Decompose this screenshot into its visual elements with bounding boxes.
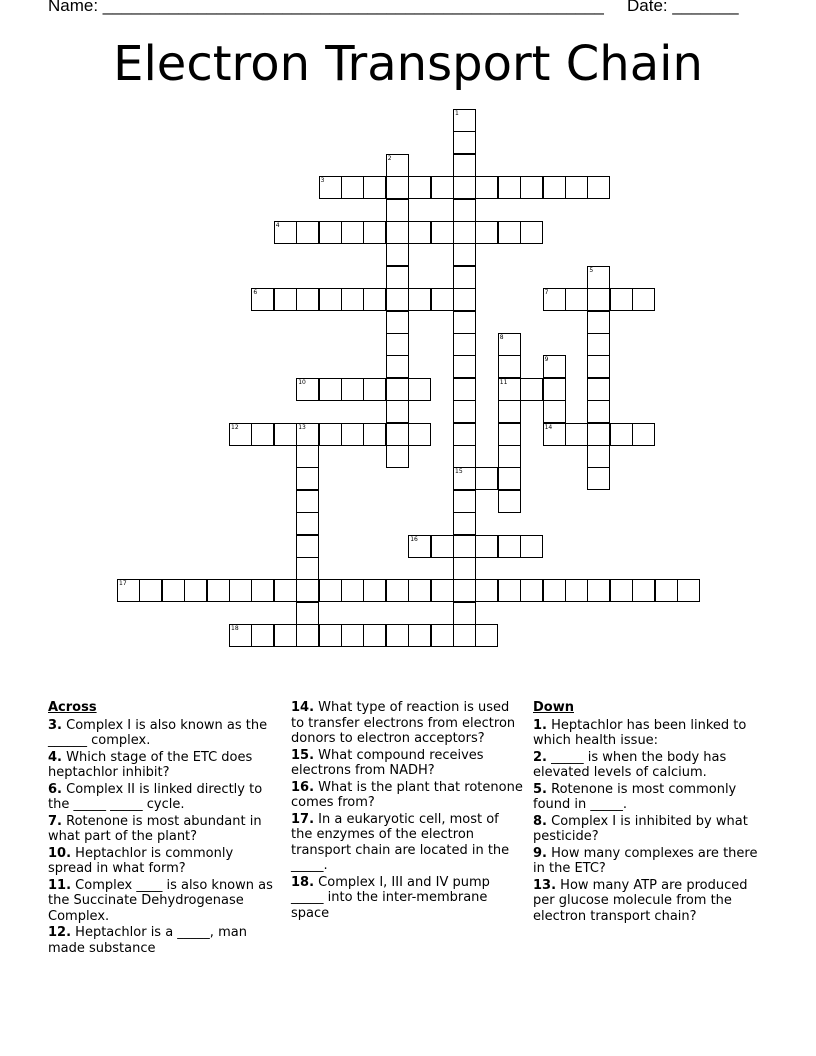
grid-cell[interactable] — [498, 467, 521, 490]
grid-cell[interactable] — [296, 624, 319, 647]
clue-number: 13. — [533, 877, 557, 893]
grid-cell[interactable] — [587, 467, 610, 490]
clue-number: 14. — [291, 700, 315, 715]
cell-number: 4 — [275, 222, 280, 229]
grid-cell[interactable] — [386, 199, 409, 222]
grid-cell[interactable] — [341, 176, 364, 199]
grid-cell[interactable] — [453, 579, 476, 602]
grid-cell[interactable] — [475, 624, 498, 647]
grid-cell[interactable] — [431, 624, 454, 647]
grid-cell[interactable] — [296, 423, 319, 446]
grid-cell[interactable] — [386, 221, 409, 244]
grid-cell[interactable] — [475, 535, 498, 558]
grid-cell[interactable] — [363, 378, 386, 401]
down-clues-column — [533, 700, 765, 925]
clue-item — [48, 925, 274, 956]
grid-cell[interactable] — [498, 378, 521, 401]
grid-cell[interactable] — [543, 579, 566, 602]
grid-cell[interactable] — [632, 579, 655, 602]
grid-cell[interactable] — [453, 355, 476, 378]
grid-cell[interactable] — [319, 288, 342, 311]
grid-cell[interactable] — [453, 131, 476, 154]
clue-item — [48, 846, 274, 877]
grid-cell[interactable] — [498, 579, 521, 602]
cell-number: 10 — [298, 378, 306, 386]
grid-cell[interactable] — [296, 557, 319, 580]
grid-cell[interactable] — [207, 579, 230, 602]
grid-cell[interactable] — [453, 311, 476, 334]
across-clues-column-2 — [291, 700, 523, 922]
clue-text: Rotenone is most abundant in what part of the plant? — [48, 813, 262, 844]
grid-cell[interactable] — [475, 579, 498, 602]
grid-cell[interactable] — [296, 490, 319, 513]
clue-text: Complex I, III and IV pump _____ into the inter-membrane space — [291, 874, 490, 921]
grid-cell[interactable] — [453, 221, 476, 244]
grid-cell[interactable] — [610, 423, 633, 446]
grid-cell[interactable] — [363, 579, 386, 602]
grid-cell[interactable] — [408, 579, 431, 602]
grid-cell[interactable] — [453, 266, 476, 289]
grid-cell[interactable] — [296, 378, 319, 401]
clue-text: Complex II is linked directly to the _____ _____ cycle. — [48, 781, 263, 812]
grid-cell[interactable] — [341, 624, 364, 647]
grid-cell[interactable] — [453, 423, 476, 446]
clue-number: 4. — [48, 749, 62, 765]
grid-cell[interactable] — [498, 355, 521, 378]
grid-cell[interactable] — [543, 288, 566, 311]
grid-cell[interactable] — [386, 333, 409, 356]
grid-cell[interactable] — [251, 624, 274, 647]
grid-cell[interactable] — [296, 579, 319, 602]
cell-number: 8 — [499, 334, 504, 341]
grid-cell[interactable] — [386, 154, 409, 177]
clue-text: Which stage of the ETC does heptachlor inhibit? — [48, 749, 253, 780]
clue-item — [533, 878, 765, 925]
grid-cell[interactable] — [587, 378, 610, 401]
clue-item — [533, 814, 765, 845]
grid-cell[interactable] — [386, 311, 409, 334]
cell-number: 3 — [320, 177, 325, 185]
grid-cell[interactable] — [408, 378, 431, 401]
cell-number: 11 — [499, 378, 508, 386]
cell-number: 2 — [387, 154, 392, 162]
grid-cell[interactable] — [543, 423, 566, 446]
clue-number: 1. — [533, 717, 547, 733]
grid-cell[interactable] — [520, 535, 543, 558]
cell-number: 16 — [410, 535, 418, 543]
grid-cell[interactable] — [587, 579, 610, 602]
grid-cell[interactable] — [431, 579, 454, 602]
grid-cell[interactable] — [565, 288, 588, 311]
grid-cell[interactable] — [475, 176, 498, 199]
grid-cell[interactable] — [386, 243, 409, 266]
clue-text: How many ATP are produced per glucose molecule from the electron transport chain? — [533, 877, 748, 924]
grid-cell[interactable] — [565, 176, 588, 199]
across-clues-column-1 — [48, 700, 274, 957]
grid-cell[interactable] — [341, 221, 364, 244]
grid-cell[interactable] — [565, 423, 588, 446]
grid-cell[interactable] — [565, 579, 588, 602]
clue-item — [291, 812, 523, 874]
grid-cell[interactable] — [498, 535, 521, 558]
grid-cell[interactable] — [475, 221, 498, 244]
grid-cell[interactable] — [341, 378, 364, 401]
grid-cell[interactable] — [453, 490, 476, 513]
grid-cell[interactable] — [543, 400, 566, 423]
clue-text: What type of reaction is used to transfer electrons from electron donors to electron acceptors? — [291, 700, 516, 746]
grid-cell[interactable] — [386, 355, 409, 378]
grid-cell[interactable] — [274, 624, 297, 647]
grid-cell[interactable] — [319, 378, 342, 401]
grid-cell[interactable] — [453, 154, 476, 177]
grid-cell[interactable] — [319, 221, 342, 244]
clue-text: Heptachlor is commonly spread in what form? — [48, 845, 234, 876]
grid-cell[interactable] — [296, 221, 319, 244]
clue-text: What is the plant that rotenone comes from? — [291, 779, 523, 810]
cell-number: 1 — [455, 110, 459, 117]
grid-cell[interactable] — [543, 355, 566, 378]
grid-cell[interactable] — [386, 288, 409, 311]
cell-number: 13 — [298, 423, 306, 431]
grid-cell[interactable] — [498, 490, 521, 513]
grid-cell[interactable] — [319, 579, 342, 602]
grid-cell[interactable] — [453, 199, 476, 222]
grid-cell[interactable] — [587, 355, 610, 378]
grid-cell[interactable] — [475, 467, 498, 490]
grid-cell[interactable] — [386, 400, 409, 423]
clue-item — [291, 700, 523, 747]
clue-text: In a eukaryotic cell, most of the enzymes of the electron transport chain are located in the _____. — [291, 811, 510, 873]
grid-cell[interactable] — [498, 445, 521, 468]
clue-number: 12. — [48, 925, 72, 940]
grid-cell[interactable] — [363, 221, 386, 244]
grid-cell[interactable] — [319, 624, 342, 647]
grid-cell[interactable] — [543, 378, 566, 401]
grid-cell[interactable] — [296, 512, 319, 535]
grid-cell[interactable] — [498, 221, 521, 244]
clue-number: 8. — [533, 813, 547, 829]
grid-cell[interactable] — [251, 423, 274, 446]
grid-cell[interactable] — [274, 579, 297, 602]
clue-number: 11. — [48, 877, 72, 893]
grid-cell[interactable] — [229, 579, 252, 602]
grid-cell[interactable] — [386, 445, 409, 468]
grid-cell[interactable] — [319, 423, 342, 446]
grid-cell[interactable] — [520, 378, 543, 401]
clue-number: 9. — [533, 845, 547, 861]
grid-cell[interactable] — [453, 176, 476, 199]
clue-item — [533, 782, 765, 813]
grid-cell[interactable] — [453, 624, 476, 647]
grid-cell[interactable] — [363, 176, 386, 199]
grid-cell[interactable] — [296, 467, 319, 490]
grid-cell[interactable] — [632, 423, 655, 446]
grid-cell[interactable] — [184, 579, 207, 602]
cell-number: 9 — [544, 356, 549, 364]
grid-cell[interactable] — [229, 624, 252, 647]
grid-cell[interactable] — [408, 624, 431, 647]
grid-cell[interactable] — [386, 176, 409, 199]
clue-item — [48, 750, 274, 781]
grid-cell[interactable] — [587, 423, 610, 446]
grid-cell[interactable] — [587, 176, 610, 199]
grid-cell[interactable] — [587, 311, 610, 334]
clue-text: Complex ____ is also known as the Succinate Dehydrogenase Complex. — [48, 877, 273, 924]
grid-cell[interactable] — [408, 176, 431, 199]
grid-cell[interactable] — [453, 535, 476, 558]
cell-number: 12 — [231, 423, 239, 431]
grid-cell[interactable] — [610, 288, 633, 311]
grid-cell[interactable] — [117, 579, 140, 602]
cell-number: 6 — [253, 289, 258, 297]
clue-text: Complex I is also known as the ______ complex. — [48, 717, 268, 748]
clue-item — [48, 878, 274, 925]
grid-cell[interactable] — [386, 266, 409, 289]
across-heading: Across — [48, 700, 97, 715]
clue-item — [533, 718, 765, 749]
grid-cell[interactable] — [453, 467, 476, 490]
grid-cell[interactable] — [677, 579, 700, 602]
grid-cell[interactable] — [520, 579, 543, 602]
grid-cell[interactable] — [453, 557, 476, 580]
grid-cell[interactable] — [587, 400, 610, 423]
grid-cell[interactable] — [363, 624, 386, 647]
clue-text: Heptachlor is a _____, man made substance — [48, 925, 247, 956]
grid-cell[interactable] — [453, 512, 476, 535]
grid-cell[interactable] — [319, 176, 342, 199]
grid-cell[interactable] — [587, 288, 610, 311]
grid-cell[interactable] — [498, 423, 521, 446]
grid-cell[interactable] — [296, 445, 319, 468]
clue-item — [291, 875, 523, 922]
grid-cell[interactable] — [431, 176, 454, 199]
clue-item — [291, 780, 523, 811]
grid-cell[interactable] — [453, 109, 476, 132]
grid-cell[interactable] — [274, 288, 297, 311]
grid-cell[interactable] — [431, 221, 454, 244]
clue-number: 16. — [291, 779, 315, 795]
clue-number: 15. — [291, 747, 315, 763]
clue-item — [48, 718, 274, 749]
grid-cell[interactable] — [520, 221, 543, 244]
clue-text: Rotenone is most commonly found in _____. — [533, 781, 737, 812]
grid-cell[interactable] — [274, 221, 297, 244]
cell-number: 7 — [544, 289, 549, 297]
cell-number: 15 — [455, 468, 463, 476]
clue-number: 18. — [291, 874, 315, 890]
clue-text: What compound receives electrons from NADH? — [291, 747, 484, 778]
cell-number: 17 — [119, 580, 127, 588]
grid-cell[interactable] — [453, 602, 476, 625]
grid-cell[interactable] — [296, 535, 319, 558]
grid-cell[interactable] — [341, 579, 364, 602]
clue-number: 2. — [533, 749, 547, 765]
cell-number: 18 — [231, 625, 239, 633]
grid-cell[interactable] — [610, 579, 633, 602]
grid-cell[interactable] — [408, 535, 431, 558]
cell-number: 5 — [589, 266, 594, 274]
grid-cell[interactable] — [229, 423, 252, 446]
grid-cell[interactable] — [453, 333, 476, 356]
grid-cell[interactable] — [386, 423, 409, 446]
grid-cell[interactable] — [341, 423, 364, 446]
clue-number: 7. — [48, 813, 62, 829]
grid-cell[interactable] — [453, 445, 476, 468]
grid-cell[interactable] — [251, 579, 274, 602]
clue-text: Complex I is inhibited by what pesticide? — [533, 813, 748, 844]
grid-cell[interactable] — [386, 579, 409, 602]
clue-number: 5. — [533, 781, 547, 797]
grid-cell[interactable] — [453, 243, 476, 266]
grid-cell[interactable] — [408, 221, 431, 244]
grid-cell[interactable] — [587, 266, 610, 289]
clue-number: 17. — [291, 811, 315, 827]
clue-text: _____ is when the body has elevated levels of calcium. — [533, 749, 727, 780]
grid-cell[interactable] — [274, 423, 297, 446]
page-title: Electron Transport Chain — [113, 36, 703, 92]
grid-cell[interactable] — [296, 602, 319, 625]
date-field-label: Date: _______ — [627, 0, 739, 15]
grid-cell[interactable] — [363, 288, 386, 311]
cell-number: 14 — [544, 423, 553, 431]
grid-cell[interactable] — [296, 288, 319, 311]
grid-cell[interactable] — [587, 445, 610, 468]
clue-item — [533, 750, 765, 781]
grid-cell[interactable] — [498, 333, 521, 356]
clue-item — [48, 782, 274, 813]
clue-item — [533, 846, 765, 877]
grid-cell[interactable] — [431, 535, 454, 558]
grid-cell[interactable] — [543, 176, 566, 199]
grid-cell[interactable] — [386, 624, 409, 647]
clue-number: 3. — [48, 717, 62, 733]
grid-cell[interactable] — [162, 579, 185, 602]
grid-cell[interactable] — [453, 378, 476, 401]
grid-cell[interactable] — [453, 400, 476, 423]
grid-cell[interactable] — [587, 333, 610, 356]
down-heading: Down — [533, 700, 574, 715]
clue-item — [291, 748, 523, 779]
grid-cell[interactable] — [251, 288, 274, 311]
clue-number: 10. — [48, 845, 72, 861]
grid-cell[interactable] — [408, 423, 431, 446]
grid-cell[interactable] — [386, 378, 409, 401]
grid-cell[interactable] — [139, 579, 162, 602]
grid-cell[interactable] — [431, 288, 454, 311]
grid-cell[interactable] — [498, 176, 521, 199]
name-field-label: Name: _____________________________________________________ — [48, 0, 604, 15]
grid-cell[interactable] — [363, 423, 386, 446]
clue-text: How many complexes are there in the ETC? — [533, 845, 758, 876]
grid-cell[interactable] — [655, 579, 678, 602]
grid-cell[interactable] — [408, 288, 431, 311]
clue-number: 6. — [48, 781, 62, 797]
grid-cell[interactable] — [453, 288, 476, 311]
grid-cell[interactable] — [498, 400, 521, 423]
grid-cell[interactable] — [341, 288, 364, 311]
grid-cell[interactable] — [520, 176, 543, 199]
clue-item — [48, 814, 274, 845]
clue-text: Heptachlor has been linked to which health issue: — [533, 717, 747, 748]
grid-cell[interactable] — [632, 288, 655, 311]
